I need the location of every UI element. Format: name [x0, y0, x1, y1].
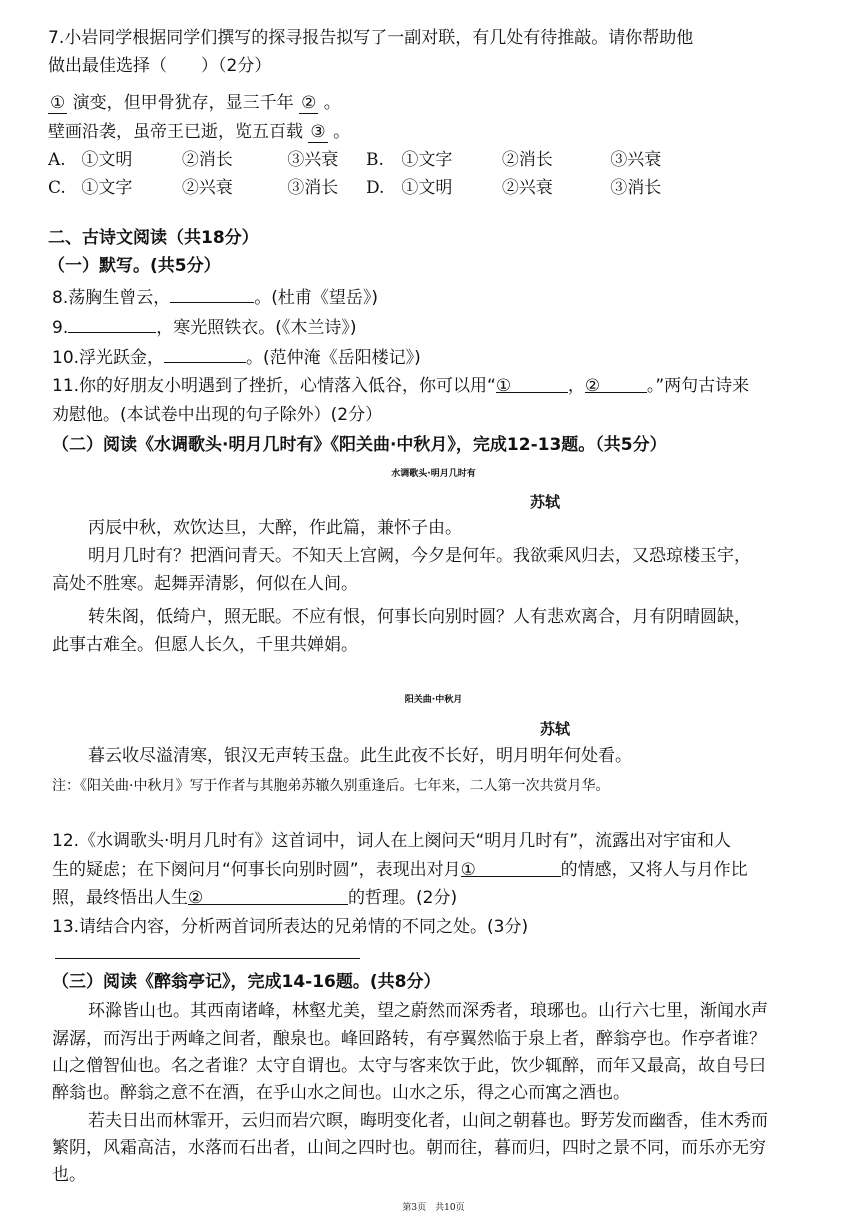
q9-source: ，寒光照铁衣。(《木兰诗》) — [156, 318, 357, 338]
passage-line: 潺潺，而泻出于两峰之间者，酿泉也。峰回路转，有亭翼然临于泉上者，醉翁亭也。作亭者谁？ — [52, 1029, 766, 1049]
passage-line: 醉翁也。醉翁之意不在酒，在乎山水之间也。山水之乐，得之心而寓之酒也。 — [52, 1083, 630, 1103]
poem-line: 明月几时有？把酒问青天。不知天上宫阙，今夕是何年。我欲乘风归去，又恐琼楼玉宇， — [88, 546, 751, 566]
couplet-blank-1: ① — [50, 93, 66, 113]
option-d — [366, 176, 700, 200]
option-item: ②消长 — [501, 150, 553, 170]
q10-answer-blank[interactable] — [164, 344, 246, 363]
option-item: ③兴衰 — [287, 150, 339, 170]
passage-line: 繁阴，风霜高洁，水落而石出者，山间之四时也。朝而往，暮而归，四时之景不同，而乐亦无穷 — [52, 1138, 766, 1158]
option-a — [48, 148, 377, 172]
divider-line — [55, 958, 360, 959]
part-title: （三）阅读《醉翁亭记》，完成14-16题。(共8分） — [52, 972, 441, 992]
poem-line: 此事古难全。但愿人长久，千里共婵娟。 — [52, 635, 358, 655]
q7-stem-line1: 7.小岩同学根据同学们撰写的探寻报告拟写了一副对联，有几处有待推敲。请你帮助他 — [48, 28, 694, 48]
q9-text: 9. — [52, 318, 69, 338]
option-d-letter: D. — [366, 178, 385, 198]
couplet-text: 。 — [323, 93, 341, 113]
option-b — [366, 148, 700, 172]
q8-answer-blank[interactable] — [170, 284, 254, 303]
couplet-blank-3: ③ — [310, 122, 326, 142]
passage-line: 山之僧智仙也。名之者谁？太守自谓也。太守与客来饮于此，饮少辄醉，而年又最高，故自号曰 — [52, 1056, 766, 1076]
q8 — [52, 284, 378, 310]
q10 — [52, 344, 421, 370]
option-item: ②兴衰 — [181, 178, 233, 198]
option-item: ②兴衰 — [501, 178, 553, 198]
passage-line: 环滁皆山也。其西南诸峰，林壑尤美，望之蔚然而深秀者，琅琊也。山行六七里，渐闻水声 — [88, 1001, 768, 1021]
passage-line: 也。 — [52, 1165, 86, 1185]
part-title: （一）默写。(共5分） — [48, 256, 221, 276]
section-title: 二、古诗文阅读（共18分） — [48, 228, 259, 248]
option-item: ③消长 — [610, 178, 662, 198]
option-item: ②消长 — [181, 150, 233, 170]
option-item: ①文明 — [401, 178, 453, 198]
poem-author: 苏轼 — [540, 720, 571, 738]
poem-line: 高处不胜寒。起舞弄清影，何似在人间。 — [52, 574, 358, 594]
couplet-blank-2: ② — [301, 93, 317, 113]
poem-line: 暮云收尽溢清寒，银汉无声转玉盘。此生此夜不长好，明月明年何处看。 — [88, 746, 632, 766]
poem-title: 阳关曲·中秋月 — [404, 695, 463, 705]
poem-title: 水调歌头·明月几时有 — [391, 469, 476, 479]
poem-line: 转朱阁，低绮户，照无眠。不应有恨，何事长向别时圆？人有悲欢离合，月有阴晴圆缺， — [88, 607, 751, 627]
q11-line2: 劝慰他。(本试卷中出现的句子除外）(2分） — [52, 405, 383, 425]
option-item: ③消长 — [287, 178, 339, 198]
couplet-line2 — [48, 120, 350, 144]
poem-author: 苏轼 — [530, 493, 561, 511]
q10-text: 10.浮光跃金， — [52, 348, 165, 368]
option-c-letter: C. — [48, 178, 66, 198]
passage-line: 若夫日出而林霏开，云归而岩穴暝，晦明变化者，山间之朝暮也。野芳发而幽香，佳木秀而 — [88, 1111, 768, 1131]
option-item: ①文字 — [401, 150, 453, 170]
q11-answer-blank-1[interactable]: ① — [496, 374, 568, 393]
q13: 13.请结合内容，分析两首词所表达的兄弟情的不同之处。(3分) — [52, 917, 529, 937]
couplet-line1 — [48, 91, 341, 115]
q12-line2: 生的疑虑；在下阕问月“何事长向别时圆”，表现出对月① 的情感，又将人与月作比 — [52, 860, 748, 880]
q12-answer-blank-1[interactable]: ① — [461, 858, 561, 877]
q8-text: 8.荡胸生曾云， — [52, 288, 171, 308]
page-number: 第3页 共10页 — [402, 1203, 465, 1213]
q11: 11.你的好朋友小明遇到了挫折，心情落入低谷，你可以用“① ，② 。”两句古诗来 — [52, 376, 750, 396]
q12-line1: 12.《水调歌头·明月几时有》这首词中，词人在上阕问天“明月几时有”，流露出对宇宙和人 — [52, 831, 732, 851]
option-item: ①文字 — [81, 178, 133, 198]
option-a-letter: A. — [48, 150, 66, 170]
poem-preface: 丙辰中秋，欢饮达旦，大醉，作此篇，兼怀子由。 — [88, 518, 462, 538]
q11-answer-blank-2[interactable]: ② — [585, 374, 647, 393]
q7-stem-line2: 做出最佳选择（ ）（2分） — [48, 56, 272, 76]
couplet-text: 演变，但甲骨犹存，显三千年 — [72, 93, 294, 113]
option-b-letter: B. — [366, 150, 384, 170]
poem-note: 注：《阳关曲·中秋月》写于作者与其胞弟苏辙久别重逢后。七年来，二人第一次共赏月华。 — [52, 778, 610, 794]
option-item: ①文明 — [81, 150, 133, 170]
q12-line3: 照，最终悟出人生② 的哲理。(2分) — [52, 888, 458, 908]
q11-text-end: 。”两句古诗来 — [646, 376, 750, 396]
q8-source: 。(杜甫《望岳》) — [254, 288, 378, 308]
option-c — [48, 176, 377, 200]
part-title: （二）阅读《水调歌头·明月几时有》《阳关曲·中秋月》，完成12-13题。（共5分） — [52, 435, 667, 455]
q12-answer-blank-2[interactable]: ② — [188, 886, 348, 905]
q9-answer-blank[interactable] — [68, 314, 156, 333]
option-item: ③兴衰 — [610, 150, 662, 170]
couplet-text: 壁画沿袭，虽帝王已逝，览五百载 — [48, 122, 303, 142]
couplet-text: 。 — [333, 122, 351, 142]
q10-source: 。(范仲淹《岳阳楼记》) — [246, 348, 421, 368]
q9 — [52, 314, 357, 340]
q11-text: 11.你的好朋友小明遇到了挫折，心情落入低谷，你可以用“ — [52, 376, 496, 396]
